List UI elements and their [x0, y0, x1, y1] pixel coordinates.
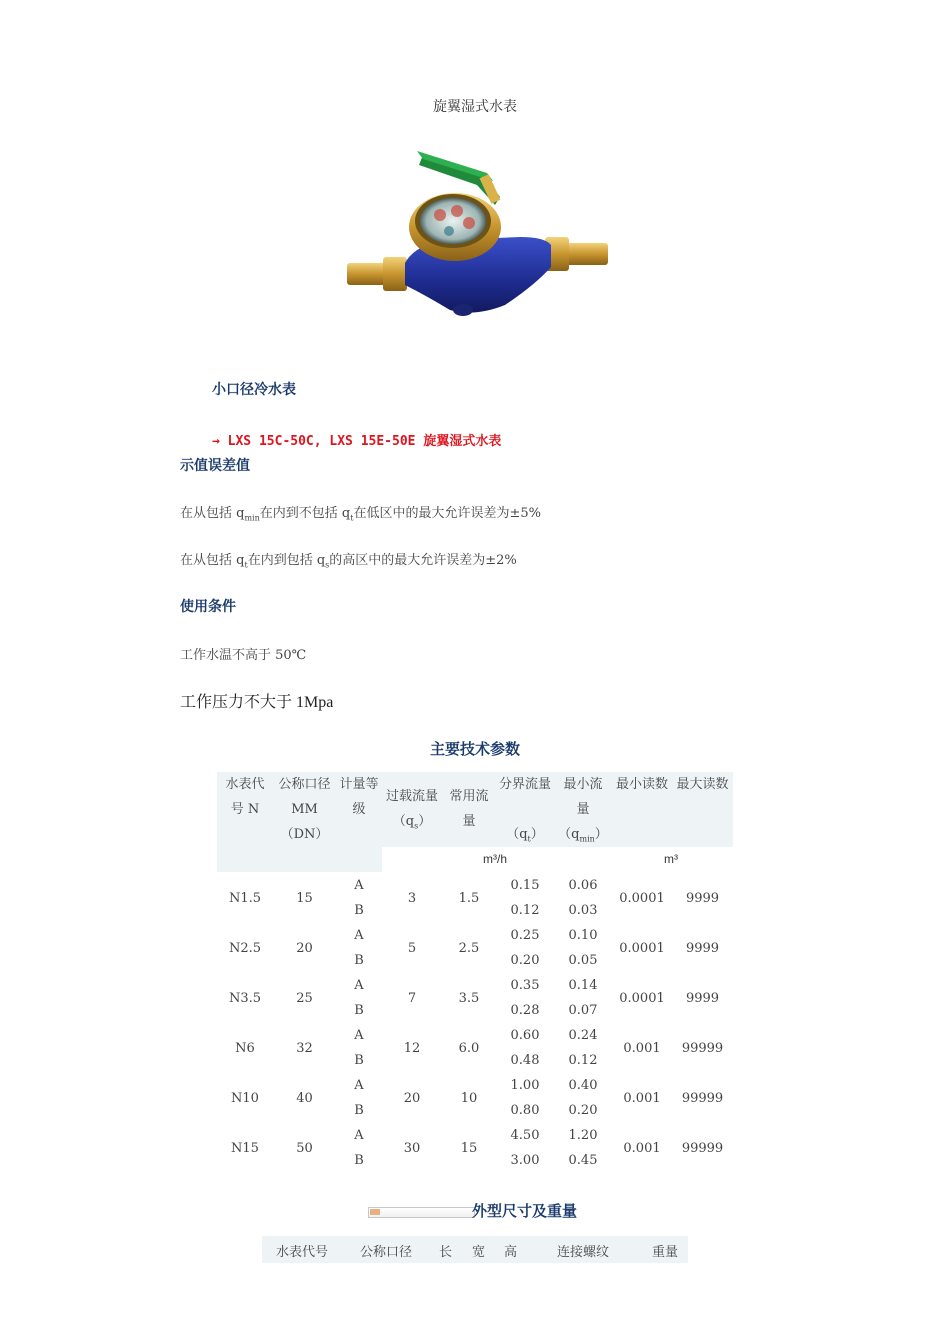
spec-cell-overload: 12	[403, 1040, 421, 1056]
header-minflow: 最小流 量 $(q_{min})$	[558, 777, 608, 844]
spec-cell-qmin-b: 0.05	[568, 953, 598, 968]
dim-header-dn: 公称口径	[360, 1245, 413, 1260]
dim-header-code: 水表代号	[276, 1245, 329, 1260]
spec-cell-grade-b: B	[354, 1053, 364, 1068]
spec-cell-code: N1.5	[228, 890, 262, 906]
spec-cell-code: N6	[235, 1040, 255, 1056]
spec-cell-qmin-a: 0.10	[568, 928, 598, 943]
spec-cell-qt-b: 0.80	[510, 1103, 540, 1118]
subtitle: 小口径冷水表	[212, 382, 296, 398]
section-error-heading: 示值误差值	[180, 458, 250, 474]
spec-cell-grade-a: A	[354, 928, 364, 943]
spec-cell-dn: 50	[296, 1140, 313, 1156]
spec-cell-qt-a: 0.25	[510, 928, 540, 943]
spec-cell-qt-a: 1.00	[510, 1078, 540, 1093]
spec-cell-dn: 20	[296, 940, 313, 956]
dim-header-thread: 连接螺纹	[557, 1245, 610, 1260]
spec-cell-common: 15	[460, 1140, 478, 1156]
spec-cell-overload: 30	[403, 1140, 421, 1156]
dim-header-weight: 重量	[652, 1245, 679, 1260]
spec-cell-common: 1.5	[458, 890, 480, 906]
page-title: 旋翼湿式水表	[433, 99, 517, 115]
spec-cell-code: N10	[231, 1090, 259, 1106]
spec-cell-max-read: 9999	[685, 990, 720, 1006]
spec-cell-grade-b: B	[354, 1153, 364, 1168]
spec-cell-max-read: 99999	[681, 1090, 724, 1106]
spec-cell-max-read: 9999	[685, 890, 720, 906]
spec-cell-qt-a: 0.15	[510, 878, 540, 893]
spec-cell-dn: 40	[296, 1090, 313, 1106]
spec-cell-dn: 15	[296, 890, 313, 906]
error-low-text: 在从包括 $q_{min}$在内到不包括 $q_t$在低区中的最大允许误差为±5%	[180, 506, 541, 523]
model-line: → LXS 15C-50C, LXS 15E-50E 旋翼湿式水表	[212, 434, 502, 449]
spec-cell-overload: 7	[407, 990, 417, 1006]
spec-cell-grade-a: A	[354, 878, 364, 893]
header-overload: 过载流量 $(q_s)$	[385, 789, 438, 831]
spec-cell-dn: 32	[296, 1040, 313, 1056]
spec-cell-common: 10	[460, 1090, 478, 1106]
spec-cell-code: N3.5	[228, 990, 262, 1006]
spec-table	[217, 772, 733, 1172]
spec-cell-max-read: 9999	[685, 940, 720, 956]
header-dn: 公称口径 MM （DN）	[278, 777, 331, 842]
unit-read: m³	[664, 852, 678, 866]
spec-cell-qt-b: 0.28	[510, 1003, 540, 1018]
section-dims-heading: 外型尺寸及重量	[472, 1202, 578, 1220]
spec-cell-overload: 5	[407, 940, 417, 956]
spec-cell-grade-b: B	[354, 1003, 364, 1018]
condition-pressure: 工作压力不大于 1Mpa	[180, 694, 334, 711]
spec-cell-qmin-a: 1.20	[568, 1128, 598, 1143]
broken-image-icon	[370, 1209, 380, 1215]
spec-cell-code: N2.5	[228, 940, 262, 956]
spec-cell-qmin-a: 0.06	[568, 878, 598, 893]
water-meter-image	[345, 145, 610, 320]
header-code: 水表代 号 N	[225, 777, 265, 817]
spec-cell-common: 3.5	[458, 990, 480, 1006]
spec-cell-qt-a: 0.35	[510, 978, 540, 993]
spec-cell-qmin-b: 0.20	[568, 1103, 598, 1118]
spec-cell-max-read: 99999	[681, 1140, 724, 1156]
spec-cell-qt-b: 0.12	[510, 903, 540, 918]
spec-cell-qmin-a: 0.40	[568, 1078, 598, 1093]
dim-header-width: 宽	[472, 1245, 486, 1260]
spec-cell-overload: 20	[403, 1090, 421, 1106]
spec-cell-qmin-b: 0.45	[568, 1153, 598, 1168]
spec-cell-qmin-a: 0.24	[568, 1028, 598, 1043]
unit-flow: m³/h	[483, 852, 507, 866]
spec-cell-min-read: 0.0001	[619, 940, 665, 956]
spec-cell-grade-a: A	[354, 1078, 364, 1093]
dim-header-length: 长	[439, 1245, 453, 1260]
spec-cell-grade-a: A	[354, 1128, 364, 1143]
header-min-read: 最小读数	[615, 777, 668, 792]
condition-temperature: 工作水温不高于 50℃	[180, 648, 307, 663]
spec-cell-min-read: 0.001	[623, 1140, 661, 1156]
spec-cell-overload: 3	[407, 890, 417, 906]
spec-cell-qt-b: 3.00	[510, 1153, 540, 1168]
spec-cell-common: 6.0	[458, 1040, 480, 1056]
section-params-heading: 主要技术参数	[429, 740, 520, 758]
dim-header-height: 高	[504, 1245, 518, 1260]
spec-cell-grade-a: A	[354, 1028, 364, 1043]
header-boundary: 分界流量 $(q_t)$	[498, 777, 551, 844]
spec-cell-qt-a: 4.50	[510, 1128, 540, 1143]
spec-cell-grade-b: B	[354, 903, 364, 918]
spec-cell-grade-a: A	[354, 978, 364, 993]
header-grade: 计量等 级	[339, 777, 379, 817]
spec-cell-qt-b: 0.20	[510, 953, 540, 968]
spec-cell-grade-b: B	[354, 953, 364, 968]
spec-cell-qmin-a: 0.14	[568, 978, 598, 993]
spec-cell-qmin-b: 0.07	[568, 1003, 598, 1018]
spec-cell-min-read: 0.0001	[619, 890, 665, 906]
spec-cell-dn: 25	[296, 990, 313, 1006]
spec-cell-min-read: 0.001	[623, 1090, 661, 1106]
error-high-text: 在从包括 $q_t$在内到包括 $q_s$的高区中的最大允许误差为±2%	[180, 553, 517, 570]
spec-cell-min-read: 0.0001	[619, 990, 665, 1006]
spec-cell-qmin-b: 0.12	[568, 1053, 598, 1068]
spec-cell-grade-b: B	[354, 1103, 364, 1118]
spec-cell-max-read: 99999	[681, 1040, 724, 1056]
section-conditions-heading: 使用条件	[180, 599, 236, 615]
spec-cell-code: N15	[231, 1140, 259, 1156]
spec-cell-common: 2.5	[458, 940, 480, 956]
header-common: 常用流 量	[449, 789, 489, 829]
dim-table-header	[262, 1236, 688, 1263]
spec-cell-min-read: 0.001	[623, 1040, 661, 1056]
spec-cell-qt-a: 0.60	[510, 1028, 540, 1043]
header-max-read: 最大读数	[676, 777, 729, 792]
spec-cell-qt-b: 0.48	[510, 1053, 540, 1068]
spec-cell-qmin-b: 0.03	[568, 903, 598, 918]
image-placeholder-bar	[368, 1207, 475, 1218]
